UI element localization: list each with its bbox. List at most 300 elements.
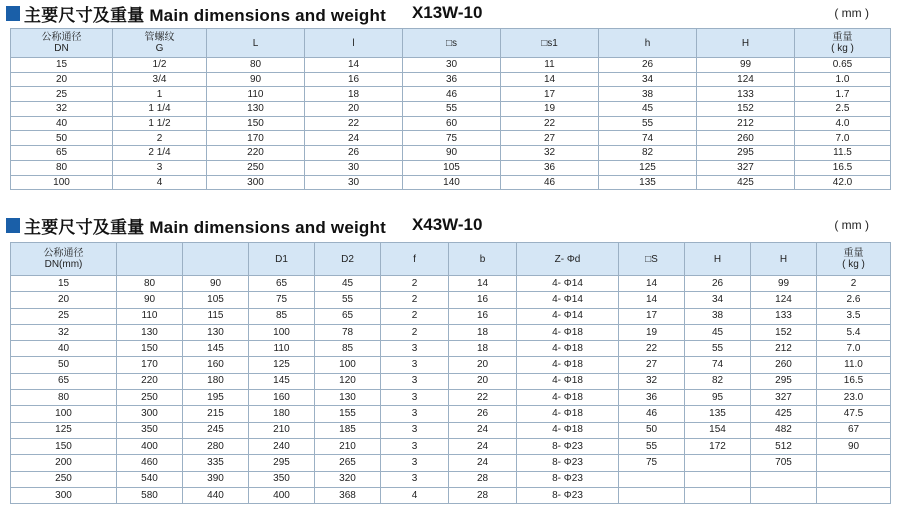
table-cell: 135 <box>685 406 751 422</box>
table-cell: 4- Φ14 <box>517 308 619 324</box>
table-cell: 80 <box>11 160 113 175</box>
table-cell: 14 <box>501 72 599 87</box>
section-marker-icon <box>6 218 20 233</box>
section2-unit: ( mm ) <box>834 218 869 232</box>
table-row <box>11 357 891 373</box>
table-cell: 125 <box>599 160 697 175</box>
table-cell: 78 <box>315 324 381 340</box>
table-cell: 36 <box>501 160 599 175</box>
table-cell: 42.0 <box>795 175 891 190</box>
table-cell: 74 <box>599 131 697 146</box>
table-cell: 28 <box>449 487 517 503</box>
table-cell: 125 <box>249 357 315 373</box>
table-cell: 425 <box>751 406 817 422</box>
table-cell: 0.65 <box>795 58 891 73</box>
table-cell: 3 <box>381 455 449 471</box>
table-cell: 180 <box>249 406 315 422</box>
table-cell <box>619 487 685 503</box>
table-cell: 80 <box>117 276 183 292</box>
table-header-row <box>11 243 891 276</box>
table-row <box>11 72 891 87</box>
table-cell: 2 <box>381 292 449 308</box>
table-cell: 26 <box>599 58 697 73</box>
table-cell: 16 <box>449 292 517 308</box>
table-cell <box>685 455 751 471</box>
table-cell: 4 <box>381 487 449 503</box>
table-cell: 4- Φ14 <box>517 292 619 308</box>
table-cell: 50 <box>11 357 117 373</box>
table-row <box>11 471 891 487</box>
section1-heading <box>6 2 891 24</box>
table-cell: 260 <box>751 357 817 373</box>
table-cell: 99 <box>697 58 795 73</box>
table-cell: 28 <box>449 471 517 487</box>
column-header: 重量 ( kg ) <box>817 243 891 276</box>
table-cell: 25 <box>11 308 117 324</box>
table-cell: 120 <box>315 373 381 389</box>
column-header <box>183 243 249 276</box>
table-cell: 4- Φ18 <box>517 422 619 438</box>
table-cell: 185 <box>315 422 381 438</box>
column-header: H <box>751 243 817 276</box>
table-cell: 1 1/4 <box>113 102 207 117</box>
table-cell: 440 <box>183 487 249 503</box>
table-cell: 20 <box>449 373 517 389</box>
table-cell: 75 <box>249 292 315 308</box>
table-cell: 4- Φ18 <box>517 357 619 373</box>
table-row <box>11 116 891 131</box>
table-row <box>11 438 891 454</box>
table-cell: 65 <box>11 146 113 161</box>
table-cell: 90 <box>403 146 501 161</box>
table-row <box>11 422 891 438</box>
table-cell <box>685 487 751 503</box>
table-cell: 295 <box>751 373 817 389</box>
table-row <box>11 102 891 117</box>
table-cell: 82 <box>599 146 697 161</box>
table-cell: 1.0 <box>795 72 891 87</box>
table-cell: 8- Φ23 <box>517 471 619 487</box>
table-cell: 240 <box>249 438 315 454</box>
table-row <box>11 276 891 292</box>
table-cell: 8- Φ23 <box>517 487 619 503</box>
table-cell: 85 <box>249 308 315 324</box>
table-cell: 11 <box>501 58 599 73</box>
table-cell: 105 <box>183 292 249 308</box>
table-cell: 46 <box>619 406 685 422</box>
table-row <box>11 175 891 190</box>
column-header: f <box>381 243 449 276</box>
column-header: h <box>599 29 697 58</box>
table-cell: 20 <box>11 292 117 308</box>
table-cell: 133 <box>751 308 817 324</box>
table-cell: 4.0 <box>795 116 891 131</box>
table-cell: 3 <box>381 438 449 454</box>
table-cell <box>817 487 891 503</box>
table-cell: 100 <box>315 357 381 373</box>
table-cell: 320 <box>315 471 381 487</box>
section1-title: 主要尺寸及重量 Main dimensions and weight <box>24 5 386 25</box>
section2-model: X43W-10 <box>411 215 483 234</box>
table-cell: 460 <box>117 455 183 471</box>
table-cell: 45 <box>315 276 381 292</box>
table-cell: 170 <box>207 131 305 146</box>
table-cell: 30 <box>305 160 403 175</box>
table-cell: 25 <box>11 87 113 102</box>
table-cell: 17 <box>619 308 685 324</box>
table-row <box>11 390 891 406</box>
table-cell: 75 <box>403 131 501 146</box>
table-cell: 24 <box>449 455 517 471</box>
table-row <box>11 58 891 73</box>
table-cell: 99 <box>751 276 817 292</box>
table-cell: 210 <box>249 422 315 438</box>
table-cell: 46 <box>403 87 501 102</box>
table-cell: 110 <box>117 308 183 324</box>
table-cell: 11.5 <box>795 146 891 161</box>
table-cell: 90 <box>817 438 891 454</box>
table-cell: 3 <box>113 160 207 175</box>
table-cell: 40 <box>11 116 113 131</box>
table-cell: 14 <box>449 276 517 292</box>
table-cell: 40 <box>11 341 117 357</box>
table-cell: 4- Φ18 <box>517 406 619 422</box>
table-cell: 1.7 <box>795 87 891 102</box>
table-cell: 38 <box>685 308 751 324</box>
table-cell: 260 <box>697 131 795 146</box>
table-cell: 200 <box>11 455 117 471</box>
table-cell: 425 <box>697 175 795 190</box>
table-cell: 4- Φ14 <box>517 276 619 292</box>
table-row <box>11 146 891 161</box>
table-cell: 2 <box>381 276 449 292</box>
table-cell: 3 <box>381 422 449 438</box>
table-cell: 100 <box>11 406 117 422</box>
table-cell: 17 <box>501 87 599 102</box>
table-cell: 34 <box>599 72 697 87</box>
table-cell: 110 <box>207 87 305 102</box>
table-cell: 1 <box>113 87 207 102</box>
table-cell: 18 <box>449 341 517 357</box>
table-cell <box>685 471 751 487</box>
table-cell: 400 <box>117 438 183 454</box>
table-cell: 26 <box>685 276 751 292</box>
table-cell: 705 <box>751 455 817 471</box>
dimensions-table-x13w <box>10 28 891 190</box>
table-cell: 125 <box>11 422 117 438</box>
table-cell: 15 <box>11 58 113 73</box>
table-cell: 350 <box>117 422 183 438</box>
section2-heading <box>6 214 891 236</box>
table-cell: 23.0 <box>817 390 891 406</box>
table-cell: 4- Φ18 <box>517 324 619 340</box>
table-cell: 145 <box>249 373 315 389</box>
table-cell: 300 <box>11 487 117 503</box>
table-cell: 22 <box>501 116 599 131</box>
table-row <box>11 308 891 324</box>
table-cell: 150 <box>207 116 305 131</box>
column-header: □S <box>619 243 685 276</box>
table-cell: 24 <box>449 438 517 454</box>
table-cell: 50 <box>619 422 685 438</box>
table-cell: 60 <box>403 116 501 131</box>
table-cell: 154 <box>685 422 751 438</box>
table-cell: 4- Φ18 <box>517 341 619 357</box>
table-cell: 2 <box>381 308 449 324</box>
table-cell: 2 <box>113 131 207 146</box>
table-cell: 1 1/2 <box>113 116 207 131</box>
table-cell <box>619 471 685 487</box>
table-cell: 16 <box>305 72 403 87</box>
table-cell: 36 <box>619 390 685 406</box>
table-cell: 55 <box>403 102 501 117</box>
table-cell: 2 1/4 <box>113 146 207 161</box>
table-cell: 135 <box>599 175 697 190</box>
table-cell <box>751 487 817 503</box>
table-cell: 300 <box>117 406 183 422</box>
table-row <box>11 87 891 102</box>
table-row <box>11 292 891 308</box>
table-cell: 55 <box>619 438 685 454</box>
section1-model: X13W-10 <box>411 3 483 22</box>
table-cell <box>817 471 891 487</box>
table-cell: 45 <box>685 324 751 340</box>
table-cell: 2 <box>381 324 449 340</box>
table-cell: 8- Φ23 <box>517 455 619 471</box>
table-cell: 150 <box>117 341 183 357</box>
table-cell: 16.5 <box>795 160 891 175</box>
table-cell: 67 <box>817 422 891 438</box>
section2-title: 主要尺寸及重量 Main dimensions and weight <box>24 217 386 237</box>
table-cell: 19 <box>501 102 599 117</box>
table-cell: 400 <box>249 487 315 503</box>
table-cell: 22 <box>305 116 403 131</box>
table-cell: 55 <box>599 116 697 131</box>
table-cell: 2.6 <box>817 292 891 308</box>
table-cell: 327 <box>697 160 795 175</box>
table-cell: 368 <box>315 487 381 503</box>
column-header: Z- Φd <box>517 243 619 276</box>
table-cell: 27 <box>619 357 685 373</box>
table-cell: 90 <box>183 276 249 292</box>
column-header: 公称通径 DN(mm) <box>11 243 117 276</box>
column-header: l <box>305 29 403 58</box>
table-cell: 350 <box>249 471 315 487</box>
table-cell: 3 <box>381 390 449 406</box>
table-cell: 26 <box>305 146 403 161</box>
table-cell: 19 <box>619 324 685 340</box>
table-cell: 482 <box>751 422 817 438</box>
table-cell: 80 <box>11 390 117 406</box>
table-cell: 4 <box>113 175 207 190</box>
section1-unit: ( mm ) <box>834 6 869 20</box>
table-cell: 390 <box>183 471 249 487</box>
table-cell: 32 <box>501 146 599 161</box>
table-cell: 150 <box>11 438 117 454</box>
table-cell: 90 <box>117 292 183 308</box>
table-cell: 172 <box>685 438 751 454</box>
table-cell: 245 <box>183 422 249 438</box>
table-cell: 100 <box>11 175 113 190</box>
table-cell: 212 <box>751 341 817 357</box>
table-cell: 327 <box>751 390 817 406</box>
table-cell: 50 <box>11 131 113 146</box>
table-cell: 140 <box>403 175 501 190</box>
table-cell: 22 <box>619 341 685 357</box>
table-cell: 155 <box>315 406 381 422</box>
table-cell: 160 <box>183 357 249 373</box>
table-row <box>11 487 891 503</box>
column-header: 公称通径 DN <box>11 29 113 58</box>
table-cell: 540 <box>117 471 183 487</box>
table-cell: 20 <box>449 357 517 373</box>
table-cell <box>817 455 891 471</box>
table-cell: 30 <box>403 58 501 73</box>
table-cell: 3 <box>381 471 449 487</box>
table-cell: 130 <box>117 324 183 340</box>
table-cell: 90 <box>207 72 305 87</box>
table-row <box>11 131 891 146</box>
table-cell: 32 <box>11 324 117 340</box>
table-row <box>11 406 891 422</box>
table-cell: 152 <box>697 102 795 117</box>
table-row <box>11 341 891 357</box>
table-cell: 3/4 <box>113 72 207 87</box>
table-cell: 38 <box>599 87 697 102</box>
table-cell: 74 <box>685 357 751 373</box>
table-cell: 300 <box>207 175 305 190</box>
table-cell: 32 <box>11 102 113 117</box>
table-cell: 130 <box>183 324 249 340</box>
table-cell: 80 <box>207 58 305 73</box>
table-cell: 133 <box>697 87 795 102</box>
table-cell: 152 <box>751 324 817 340</box>
table-row <box>11 455 891 471</box>
table-row <box>11 373 891 389</box>
table-cell: 7.0 <box>795 131 891 146</box>
table-cell: 2.5 <box>795 102 891 117</box>
table-cell: 250 <box>11 471 117 487</box>
column-header: 管螺纹 G <box>113 29 207 58</box>
table-cell: 14 <box>619 276 685 292</box>
column-header: D2 <box>315 243 381 276</box>
table-cell: 24 <box>449 422 517 438</box>
table-cell: 20 <box>11 72 113 87</box>
table-cell: 65 <box>249 276 315 292</box>
table-cell: 30 <box>305 175 403 190</box>
column-header <box>117 243 183 276</box>
table-cell: 210 <box>315 438 381 454</box>
table-cell: 26 <box>449 406 517 422</box>
table-cell: 250 <box>207 160 305 175</box>
column-header: □s1 <box>501 29 599 58</box>
table-cell: 130 <box>315 390 381 406</box>
table-cell: 265 <box>315 455 381 471</box>
table-cell: 18 <box>449 324 517 340</box>
table-cell <box>751 471 817 487</box>
table-cell: 220 <box>207 146 305 161</box>
table-cell: 3.5 <box>817 308 891 324</box>
table-cell: 16.5 <box>817 373 891 389</box>
dimensions-table-x43w <box>10 242 891 504</box>
table-cell: 65 <box>315 308 381 324</box>
column-header: H <box>685 243 751 276</box>
table-cell: 32 <box>619 373 685 389</box>
table-cell: 295 <box>249 455 315 471</box>
table-cell: 3 <box>381 373 449 389</box>
table-cell: 212 <box>697 116 795 131</box>
table-cell: 46 <box>501 175 599 190</box>
table-cell: 27 <box>501 131 599 146</box>
table-cell: 170 <box>117 357 183 373</box>
table-cell: 55 <box>685 341 751 357</box>
table-cell: 36 <box>403 72 501 87</box>
table-cell: 22 <box>449 390 517 406</box>
table-cell: 24 <box>305 131 403 146</box>
table-cell: 47.5 <box>817 406 891 422</box>
table-cell: 11.0 <box>817 357 891 373</box>
table-cell: 3 <box>381 357 449 373</box>
table-cell: 14 <box>305 58 403 73</box>
column-header: D1 <box>249 243 315 276</box>
table-cell: 20 <box>305 102 403 117</box>
table-cell: 55 <box>315 292 381 308</box>
section-marker-icon <box>6 6 20 21</box>
table-cell: 124 <box>697 72 795 87</box>
table-cell: 18 <box>305 87 403 102</box>
table-cell: 3 <box>381 406 449 422</box>
table-cell: 2 <box>817 276 891 292</box>
table-cell: 250 <box>117 390 183 406</box>
table-cell: 65 <box>11 373 117 389</box>
table-cell: 85 <box>315 341 381 357</box>
column-header: b <box>449 243 517 276</box>
table-cell: 34 <box>685 292 751 308</box>
table-cell: 75 <box>619 455 685 471</box>
table-cell: 7.0 <box>817 341 891 357</box>
table-cell: 280 <box>183 438 249 454</box>
table-cell: 512 <box>751 438 817 454</box>
table-cell: 3 <box>381 341 449 357</box>
table-cell: 82 <box>685 373 751 389</box>
table-cell: 5.4 <box>817 324 891 340</box>
table-cell: 195 <box>183 390 249 406</box>
table-cell: 4- Φ18 <box>517 390 619 406</box>
column-header: 重量 ( kg ) <box>795 29 891 58</box>
table-cell: 15 <box>11 276 117 292</box>
table-cell: 295 <box>697 146 795 161</box>
table-cell: 14 <box>619 292 685 308</box>
table-cell: 8- Φ23 <box>517 438 619 454</box>
table-cell: 335 <box>183 455 249 471</box>
table-cell: 95 <box>685 390 751 406</box>
table-cell: 180 <box>183 373 249 389</box>
table-cell: 16 <box>449 308 517 324</box>
table-cell: 220 <box>117 373 183 389</box>
column-header: H <box>697 29 795 58</box>
table-cell: 145 <box>183 341 249 357</box>
table-cell: 130 <box>207 102 305 117</box>
table-cell: 110 <box>249 341 315 357</box>
table-cell: 105 <box>403 160 501 175</box>
table-cell: 124 <box>751 292 817 308</box>
column-header: □s <box>403 29 501 58</box>
table-cell: 4- Φ18 <box>517 373 619 389</box>
table-cell: 115 <box>183 308 249 324</box>
table-header-row <box>11 29 891 58</box>
table-cell: 1/2 <box>113 58 207 73</box>
table-cell: 45 <box>599 102 697 117</box>
